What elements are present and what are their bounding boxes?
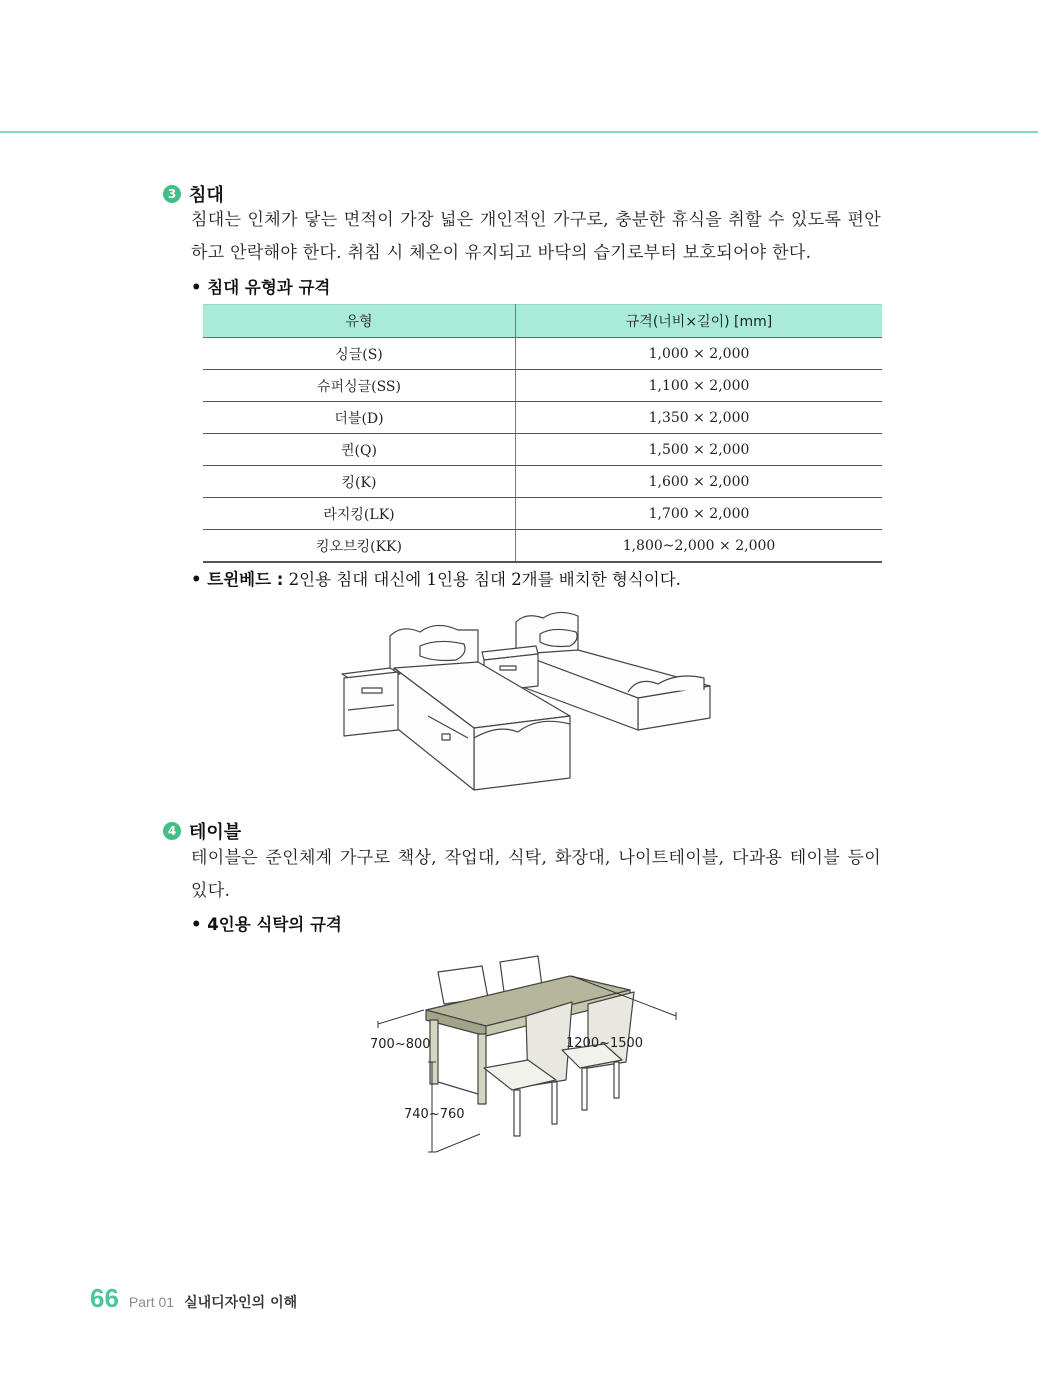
cell-type: 라지킹(LK) — [203, 498, 516, 530]
table-paragraph: 테이블은 준인체계 가구로 책상, 작업대, 식탁, 화장대, 나이트테이블, 다과용 테이블 등이 있다. — [191, 848, 881, 901]
section-title: 침대 — [189, 185, 224, 206]
bed-paragraph: 침대는 인체가 닿는 면적이 가장 넓은 개인적인 가구로, 충분한 휴식을 취할 수 있도록 편안하고 안락해야 한다. 취침 시 체온이 유지되고 바닥의 습기로부터 보호되어야 한다. — [191, 210, 881, 263]
width-dimension-label: 700~800 — [370, 1037, 431, 1052]
cell-size: 1,100 × 2,000 — [516, 370, 883, 402]
cell-type: 더블(D) — [203, 402, 516, 434]
cell-size: 1,800~2,000 × 2,000 — [516, 530, 883, 563]
table-row — [203, 370, 882, 402]
cell-type: 싱글(S) — [203, 338, 516, 370]
table-row — [203, 498, 882, 530]
cell-type: 킹오브킹(KK) — [203, 530, 516, 563]
page-footer — [90, 1283, 297, 1314]
left-nightstand — [342, 668, 400, 736]
top-rule — [0, 131, 1038, 133]
twin-bed-illustration — [338, 606, 718, 802]
table-row — [203, 530, 882, 563]
twin-bed-description: 2인용 침대 대신에 1인용 침대 2개를 배치한 형식이다. — [288, 570, 681, 589]
section-title: 테이블 — [189, 822, 242, 843]
cell-size: 1,000 × 2,000 — [516, 338, 883, 370]
dining-table-caption-text: • 4인용 식탁의 규격 — [191, 915, 342, 934]
bed-spec-table — [203, 304, 882, 563]
section-table-heading — [163, 818, 241, 844]
table-header-row — [203, 305, 882, 338]
section-number-badge: 3 — [163, 185, 181, 203]
bed-table-caption — [191, 274, 330, 298]
section-number-badge: 4 — [163, 822, 181, 840]
length-dimension-label: 1200~1500 — [566, 1036, 644, 1051]
cell-type: 슈퍼싱글(SS) — [203, 370, 516, 402]
table-row — [203, 338, 882, 370]
page-number: 66 — [90, 1283, 119, 1313]
part-label: Part 01 — [128, 1294, 175, 1310]
cell-size: 1,600 × 2,000 — [516, 466, 883, 498]
bed-table-caption-text: • 침대 유형과 규격 — [191, 278, 331, 297]
height-dimension-label: 740~760 — [404, 1107, 465, 1122]
cell-size: 1,500 × 2,000 — [516, 434, 883, 466]
twin-bed-term: • 트윈베드 : — [191, 570, 284, 589]
cell-type: 킹(K) — [203, 466, 516, 498]
table-row — [203, 402, 882, 434]
column-header-size: 규격(너비×길이) [mm] — [516, 305, 883, 338]
column-header-type: 유형 — [203, 305, 516, 338]
dining-table-caption — [191, 911, 342, 935]
table-row — [203, 434, 882, 466]
cell-type: 퀸(Q) — [203, 434, 516, 466]
cell-size: 1,700 × 2,000 — [516, 498, 883, 530]
cell-size: 1,350 × 2,000 — [516, 402, 883, 434]
dining-table-illustration — [366, 952, 688, 1162]
chapter-title: 실내디자인의 이해 — [184, 1295, 298, 1311]
twin-bed-note — [191, 566, 681, 590]
table-row — [203, 466, 882, 498]
